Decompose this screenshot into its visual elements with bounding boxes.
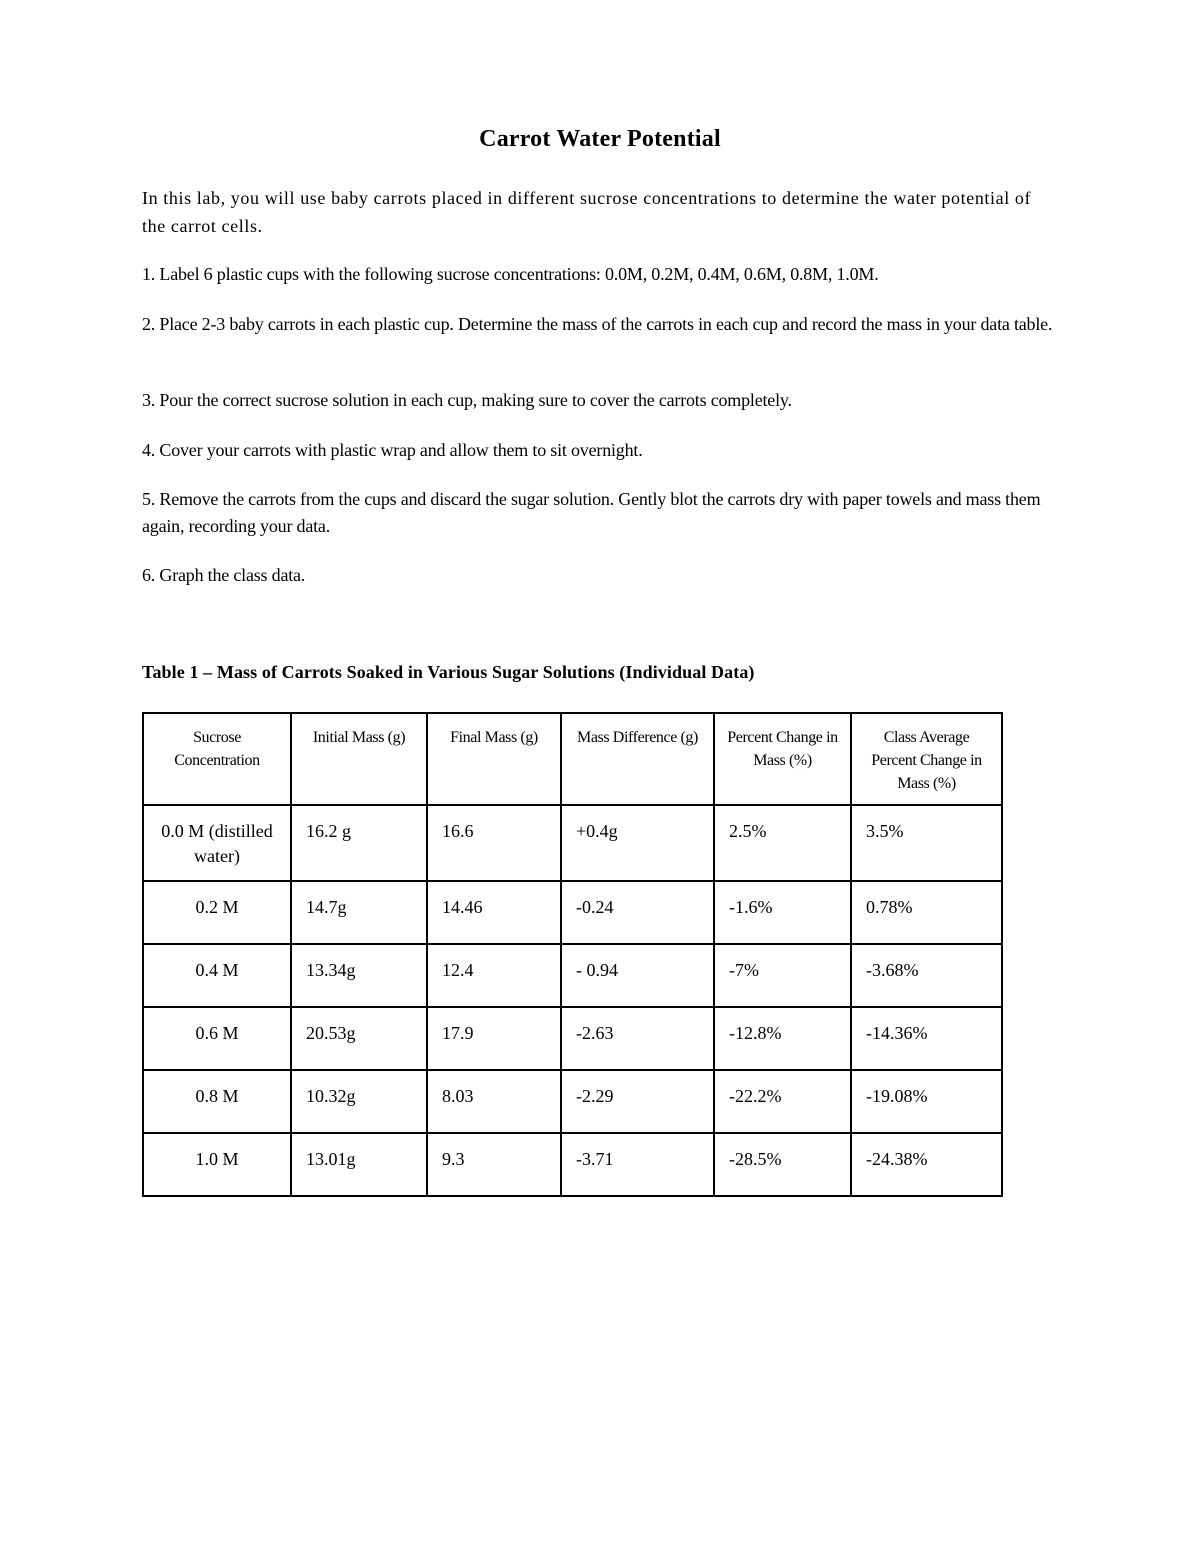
table-cell: 0.78% — [851, 881, 1002, 944]
table-cell: 0.4 M — [143, 944, 291, 1007]
table-cell: -19.08% — [851, 1070, 1002, 1133]
table-row — [143, 1070, 1002, 1133]
table-cell: 0.0 M (distilled water) — [143, 805, 291, 881]
header-cell: Final Mass (g) — [427, 713, 561, 805]
table-cell: 14.7g — [291, 881, 427, 944]
table-cell: 1.0 M — [143, 1133, 291, 1196]
table-cell: -1.6% — [714, 881, 851, 944]
table-cell: 0.8 M — [143, 1070, 291, 1133]
step-1: 1. Label 6 plastic cups with the following sucrose concentrations: 0.0M, 0.2M, 0.4M, 0.6M, 0.8M, 1.0M. — [142, 264, 879, 284]
table-cell: 13.34g — [291, 944, 427, 1007]
table-cell: 10.32g — [291, 1070, 427, 1133]
intro-paragraph: In this lab, you will use baby carrots placed in different sucrose concentrations to determine the water potential of the carrot cells. — [142, 188, 1032, 236]
header-cell: Initial Mass (g) — [291, 713, 427, 805]
table-cell: -14.36% — [851, 1007, 1002, 1070]
step-5: 5. Remove the carrots from the cups and discard the sugar solution. Gently blot the carrots dry with paper towels and mass them again, recording your data. — [142, 489, 1041, 536]
table-cell: -7% — [714, 944, 851, 1007]
table-row — [143, 1007, 1002, 1070]
table-row — [143, 881, 1002, 944]
table-cell: -0.24 — [561, 881, 714, 944]
table-row — [143, 944, 1002, 1007]
table-cell: 2.5% — [714, 805, 851, 881]
table-caption: Table 1 – Mass of Carrots Soaked in Various Sugar Solutions (Individual Data) — [142, 662, 755, 682]
table-cell: 9.3 — [427, 1133, 561, 1196]
table-cell: 20.53g — [291, 1007, 427, 1070]
table-cell: -12.8% — [714, 1007, 851, 1070]
table-cell: -22.2% — [714, 1070, 851, 1133]
data-table — [142, 712, 1003, 1197]
page-title: Carrot Water Potential — [479, 126, 721, 152]
table-row — [143, 805, 1002, 881]
table-cell: 8.03 — [427, 1070, 561, 1133]
table-cell: -28.5% — [714, 1133, 851, 1196]
step-4: 4. Cover your carrots with plastic wrap and allow them to sit overnight. — [142, 440, 643, 460]
table-cell: -3.71 — [561, 1133, 714, 1196]
table-cell: -2.63 — [561, 1007, 714, 1070]
header-cell: Mass Difference (g) — [561, 713, 714, 805]
table-cell: 16.6 — [427, 805, 561, 881]
header-cell: Sucrose Concentration — [143, 713, 291, 805]
header-cell: Class Average Percent Change in Mass (%) — [851, 713, 1002, 805]
header-cell: Percent Change in Mass (%) — [714, 713, 851, 805]
step-6: 6. Graph the class data. — [142, 565, 306, 585]
table-cell: 12.4 — [427, 944, 561, 1007]
table-row — [143, 1133, 1002, 1196]
table-header-row — [143, 713, 1002, 805]
table-cell: -24.38% — [851, 1133, 1002, 1196]
table-cell: 14.46 — [427, 881, 561, 944]
table-cell: - 0.94 — [561, 944, 714, 1007]
table-cell: 0.6 M — [143, 1007, 291, 1070]
table-cell: 16.2 g — [291, 805, 427, 881]
table-cell: 0.2 M — [143, 881, 291, 944]
table-cell: 3.5% — [851, 805, 1002, 881]
table-cell: +0.4g — [561, 805, 714, 881]
table-cell: 13.01g — [291, 1133, 427, 1196]
table-cell: -3.68% — [851, 944, 1002, 1007]
table-cell: 17.9 — [427, 1007, 561, 1070]
step-3: 3. Pour the correct sucrose solution in each cup, making sure to cover the carrots completely. — [142, 390, 792, 410]
table-cell: -2.29 — [561, 1070, 714, 1133]
step-2: 2. Place 2-3 baby carrots in each plastic cup. Determine the mass of the carrots in each cup and record the mass in your data table. — [142, 314, 1053, 334]
